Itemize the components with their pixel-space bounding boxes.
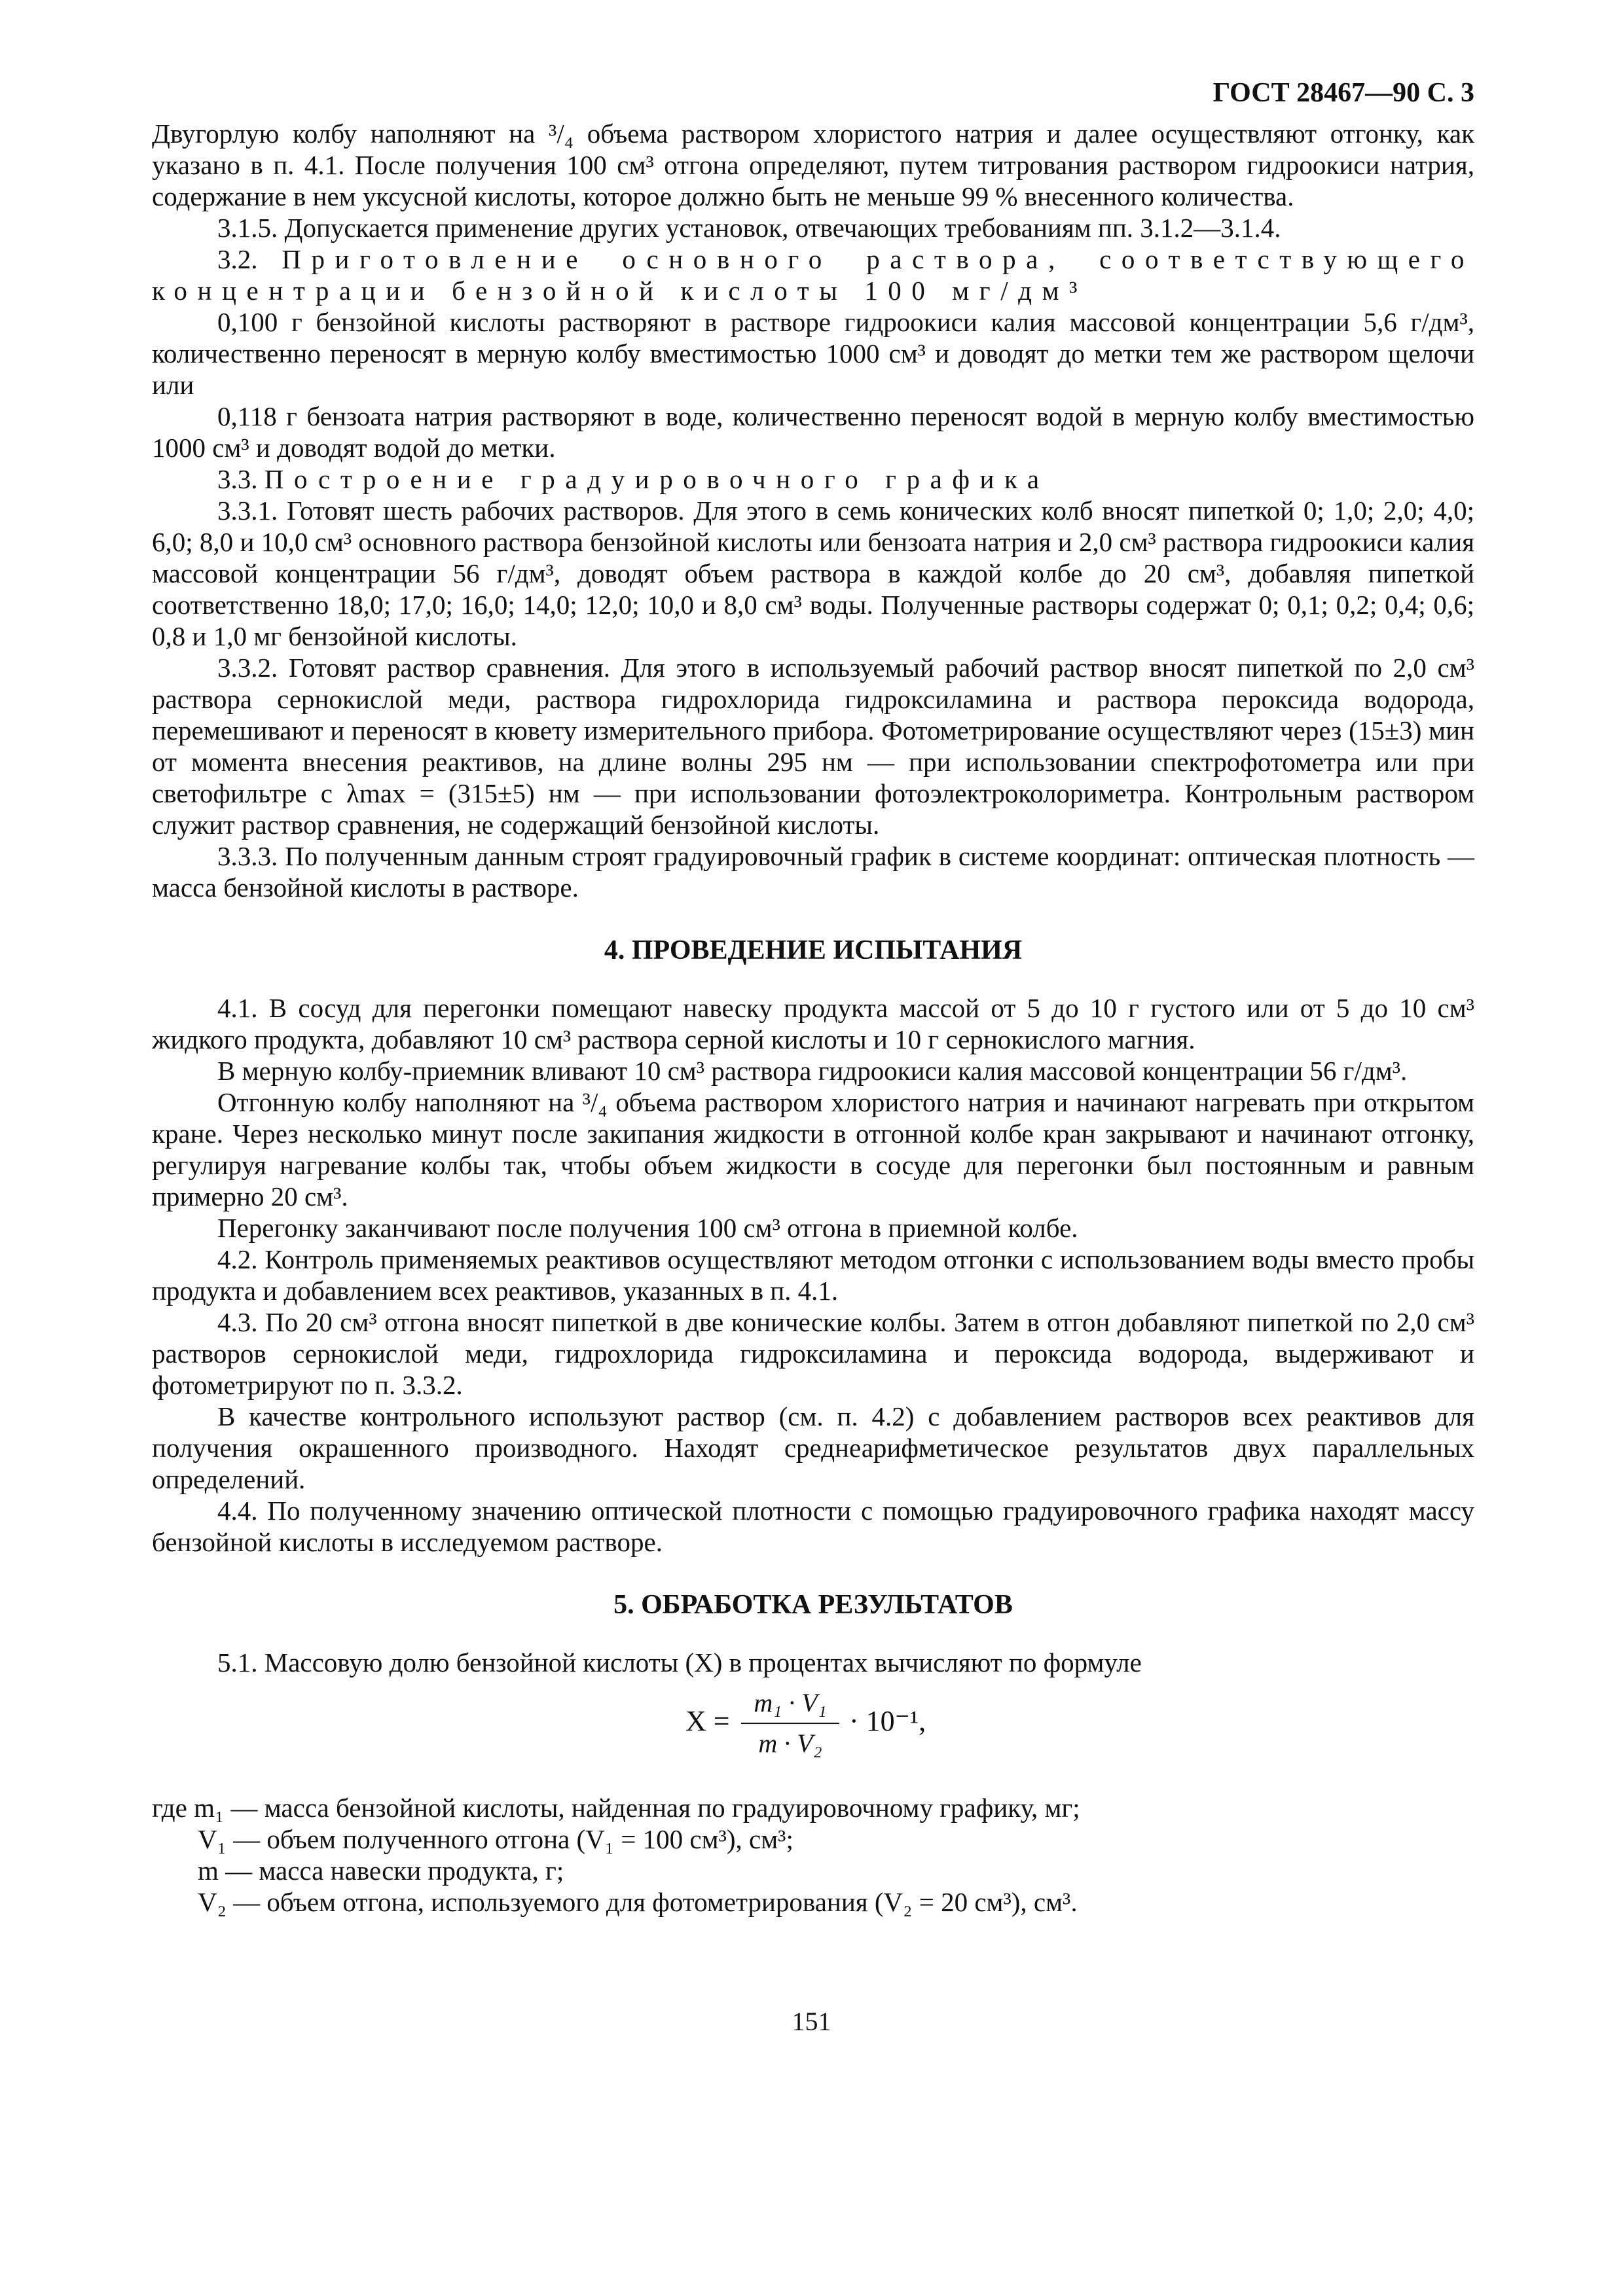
paragraph: 4.4. По полученному значению оптической плотности с помощью градуировочного графика находят массу бензойной кислоты в исследуемом растворе. (152, 1496, 1474, 1557)
formula-factor: · 10⁻¹, (849, 1705, 926, 1737)
paragraph: Двугорлую колбу наполняют на ³/₄ объема раствором хлористого натрия и далее осуществляют отгонку, как указано в п. 4.1. После получения 100 см³ отгона определяют, путем титрования раствором гидроокиси натрия, содержание в нем уксусной кислоты, которое должно быть не меньше 99 % внесенного количества. (152, 118, 1474, 211)
formula (152, 1685, 1474, 1783)
paragraph: 0,100 г бензойной кислоты растворяют в растворе гидроокиси калия массовой концентрации 5,6 г/дм³, количественно переносят в мерную колбу вместимостью 1000 см³ и доводят до метки тем же раствором щелочи или (152, 307, 1474, 400)
paragraph: 4.3. По 20 см³ отгона вносят пипеткой в две конические колбы. Затем в отгон добавляют пипеткой по 2,0 см³ растворов сернокислой меди, гидрохлорида гидроксиламина и пероксида водорода, выдерживают и фотометрируют по п. 3.3.2. (152, 1307, 1474, 1400)
formula-denominator: m · V₂ (758, 1729, 822, 1758)
page-header: ГОСТ 28467—90 С. 3 (1213, 78, 1474, 108)
paragraph: 3.3.1. Готовят шесть рабочих растворов. Для этого в семь конических колб вносят пипеткой 0; 1,0; 2,0; 4,0; 6,0; 8,0 и 10,0 см³ основного раствора бензойной кислоты или бензоата натрия и 2,0 см³ раствора гидроокиси калия массовой концентрации 56 г/дм³, доводят объем раствора в каждой колбе до 20 см³, добавляя пипеткой соответственно 18,0; 17,0; 16,0; 14,0; 12,0; 10,0 и 8,0 см³ воды. Полученные растворы содержат 0; 0,1; 0,2; 0,4; 0,6; 0,8 и 1,0 мг бензойной кислоты. (152, 495, 1474, 651)
fraction-bar (741, 1723, 839, 1724)
variable-definitions (152, 1792, 1474, 1918)
paragraph: В качестве контрольного используют раствор (см. п. 4.2) с добавлением растворов всех реактивов для получения окрашенного производного. Находят среднеарифметическое результатов двух параллельных определений. (152, 1401, 1474, 1494)
paragraph: 3.3.2. Готовят раствор сравнения. Для этого в используемый рабочий раствор вносят пипеткой по 2,0 см³ раствора сернокислой меди, раствора гидрохлорида гидроксиламина и раствора пероксида водорода, перемешивают и переносят в кювету измерительного прибора. Фотометрирование осуществляют через (15±3) мин от момента внесения реактивов, на длине волны 295 нм — при использовании спектрофотометра или при светофильтре с λmax = (315±5) нм — при использовании фотоэлектроколориметра. Контрольным раствором служит раствор сравнения, не содержащий бензойной кислоты. (152, 653, 1474, 840)
variable-definition: V₁ — объем полученного отгона (V₁ = 100 см³), см³; (198, 1824, 793, 1854)
paragraph: Отгонную колбу наполняют на ³/₄ объема раствором хлористого натрия и начинают нагревать при открытом кране. Через несколько минут после закипания жидкости в отгонной колбе кран закрывают и начинают отгонку, регулируя нагревание колбы так, чтобы объем жидкости в сосуде для перегонки был постоянным и равным примерно 20 см³. (152, 1087, 1474, 1211)
paragraph: 3.3.3. По полученным данным строят градуировочный график в системе координат: оптическая плотность — масса бензойной кислоты в растворе. (152, 841, 1474, 903)
paragraph: В мерную колбу-приемник вливают 10 см³ раствора гидроокиси калия массовой концентрации 56 г/дм³. (217, 1056, 1408, 1086)
formula-fraction (741, 1685, 839, 1762)
section-heading: 5. ОБРАБОТКА РЕЗУЛЬТАТОВ (613, 1590, 1013, 1620)
subsection-heading (152, 463, 1474, 495)
paragraph: 4.1. В сосуд для перегонки помещают навеску продукта массой от 5 до 10 г густого или от 5 до 10 см³ жидкого продукта, добавляют 10 см³ раствора серной кислоты и 10 г сернокислого магния. (152, 993, 1474, 1054)
paragraph: 0,118 г бензоата натрия растворяют в воде, количественно переносят водой в мерную колбу вместимостью 1000 см³ и доводят водой до метки. (152, 401, 1474, 463)
page-number: 151 (792, 2007, 831, 2036)
paragraph: 5.1. Массовую долю бензойной кислоты (X) в процентах вычисляют по формуле (217, 1647, 1142, 1677)
formula-numerator: m₁ · V₁ (754, 1688, 827, 1717)
paragraph: 4.2. Контроль применяемых реактивов осуществляют методом отгонки с использованием воды вместо пробы продукта и добавлением всех реактивов, указанных в п. 4.1. (152, 1244, 1474, 1306)
section-number: 3.2. (217, 244, 258, 274)
subsection-title: Приготовление основного раствора, соответствующего концентрации бензойной кислоты 100 мг/дм³ (152, 244, 1474, 306)
paragraph: 3.1.5. Допускается применение других установок, отвечающих требованиям пп. 3.1.2—3.1.4. (217, 213, 1281, 243)
subsection-heading (152, 243, 1474, 306)
section-heading: 4. ПРОВЕДЕНИЕ ИСПЫТАНИЯ (604, 935, 1023, 965)
formula-lhs: X = (685, 1705, 730, 1737)
section-number: 3.3. (217, 464, 258, 494)
variable-definition: где m₁ — масса бензойной кислоты, найденная по градуировочному графику, мг; (152, 1793, 1080, 1823)
variable-definition: V₂ — объем отгона, используемого для фотометрирования (V₂ = 20 см³), см³. (198, 1887, 1078, 1917)
variable-definition: m — масса навески продукта, г; (198, 1856, 564, 1886)
paragraph: Перегонку заканчивают после получения 100 см³ отгона в приемной колбе. (217, 1213, 1078, 1243)
document-page (152, 73, 1474, 1918)
subsection-title: Построение градуировочного графика (264, 464, 1049, 494)
